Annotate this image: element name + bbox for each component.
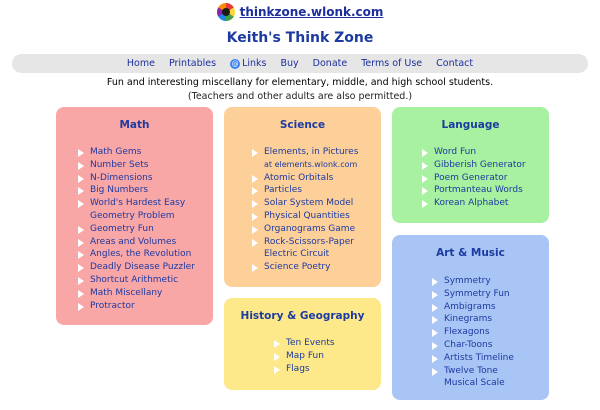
bullet-arrow-icon [252, 264, 258, 272]
link-item[interactable] [90, 210, 213, 223]
link-label: Solar System Model [264, 198, 354, 209]
bullet-arrow-icon [422, 162, 428, 170]
link-item[interactable] [264, 236, 381, 249]
language-panel [392, 107, 549, 223]
link-label: Musical Scale [444, 378, 505, 389]
language-link-list [434, 146, 549, 210]
nav-home[interactable]: Home [126, 58, 155, 69]
link-item[interactable] [264, 261, 381, 274]
link-item[interactable] [264, 146, 381, 159]
science-panel [224, 107, 381, 287]
bullet-arrow-icon [78, 277, 84, 285]
link-item[interactable] [444, 326, 549, 339]
link-item[interactable] [444, 288, 549, 301]
link-label: Flags [286, 363, 310, 374]
bullet-arrow-icon [78, 264, 84, 272]
link-item[interactable] [286, 363, 381, 376]
link-item[interactable] [434, 197, 549, 210]
bullet-arrow-icon [422, 200, 428, 208]
link-label: Char-Toons [444, 339, 493, 350]
link-item[interactable] [90, 197, 213, 210]
link-item[interactable] [90, 261, 213, 274]
bullet-arrow-icon [432, 316, 438, 324]
bullet-arrow-icon [252, 213, 258, 221]
intro-text: Fun and interesting miscellany for elementary, middle, and high school students. [106, 77, 494, 88]
link-label: Symmetry Fun [444, 288, 510, 299]
site-domain-link[interactable]: thinkzone.wlonk.com [239, 5, 384, 19]
link-label: Geometry Fun [90, 223, 154, 234]
link-label: Poem Generator [434, 172, 508, 183]
link-item[interactable] [286, 350, 381, 363]
site-header [0, 0, 600, 24]
link-label: Protractor [90, 300, 135, 311]
bullet-arrow-icon [252, 175, 258, 183]
link-label: Geometry Problem [90, 210, 175, 221]
intro-subtext: (Teachers and other adults are also permitted.) [187, 91, 413, 102]
science-link-list [264, 146, 381, 274]
link-item[interactable] [90, 184, 213, 197]
at-icon: @ [231, 59, 239, 68]
bullet-arrow-icon [78, 226, 84, 234]
link-label: Portmanteau Words [434, 185, 523, 196]
link-item[interactable] [434, 146, 549, 159]
bullet-arrow-icon [274, 340, 280, 348]
bullet-arrow-icon [78, 162, 84, 170]
bullet-arrow-icon [432, 355, 438, 363]
art-link-list [444, 275, 549, 390]
bullet-arrow-icon [422, 175, 428, 183]
link-label: Physical Quantities [264, 210, 350, 221]
bullet-arrow-icon [78, 290, 84, 298]
link-label: Word Fun [434, 147, 477, 157]
bullet-arrow-icon [252, 226, 258, 234]
link-item[interactable] [90, 274, 213, 287]
link-item[interactable] [90, 287, 213, 300]
link-item[interactable] [286, 337, 381, 350]
history-panel [224, 298, 381, 390]
link-label: Flexagons [444, 327, 490, 338]
link-item[interactable] [444, 301, 549, 314]
main-nav [12, 54, 588, 73]
link-label: Shortcut Arithmetic [90, 274, 179, 285]
language-panel-title[interactable]: Language [441, 119, 500, 131]
link-label: Ambigrams [444, 301, 496, 312]
link-label: Rock-Scissors-Paper [264, 236, 354, 247]
bullet-arrow-icon [78, 239, 84, 247]
science-panel-title[interactable]: Science [279, 119, 326, 131]
link-label: Big Numbers [90, 185, 149, 196]
link-label: at elements.wlonk.com [264, 159, 358, 169]
bullet-arrow-icon [274, 353, 280, 361]
link-item[interactable] [434, 159, 549, 172]
nav-donate[interactable]: Donate [312, 58, 348, 69]
art-music-panel [392, 235, 549, 400]
bullet-arrow-icon [78, 149, 84, 157]
bullet-arrow-icon [432, 291, 438, 299]
bullet-arrow-icon [252, 149, 258, 157]
link-label: Twelve Tone [444, 365, 498, 376]
link-item[interactable] [434, 172, 549, 185]
link-item[interactable] [444, 365, 549, 378]
link-label: Number Sets [90, 159, 149, 170]
bullet-arrow-icon [78, 251, 84, 259]
nav-printables[interactable]: Printables [168, 58, 217, 69]
bullet-arrow-icon [252, 187, 258, 195]
bullet-arrow-icon [422, 149, 428, 157]
history-link-list [286, 337, 381, 375]
link-item[interactable] [444, 313, 549, 326]
link-label: Organograms Game [264, 223, 356, 234]
link-item[interactable] [90, 248, 213, 261]
link-item[interactable] [90, 159, 213, 172]
link-item[interactable] [90, 236, 213, 249]
link-label: Math Miscellany [90, 287, 163, 298]
bullet-arrow-icon [432, 278, 438, 286]
link-label: Electric Circuit [264, 249, 330, 260]
bullet-arrow-icon [78, 200, 84, 208]
bullet-arrow-icon [78, 175, 84, 183]
nav-buy[interactable]: Buy [280, 58, 299, 69]
bullet-arrow-icon [252, 200, 258, 208]
site-logo-icon[interactable] [217, 3, 235, 21]
link-item[interactable] [264, 223, 381, 236]
link-item[interactable] [264, 184, 381, 197]
link-label: World's Hardest Easy [90, 198, 186, 209]
link-label: Elements, in Pictures [264, 147, 359, 157]
bullet-arrow-icon [78, 187, 84, 195]
bullet-arrow-icon [274, 366, 280, 374]
art-music-panel-title[interactable]: Art & Music [436, 247, 505, 259]
math-panel [56, 107, 213, 325]
nav-contact[interactable]: Contact [436, 58, 474, 69]
link-item[interactable] [264, 210, 381, 223]
link-item[interactable] [444, 377, 549, 390]
link-label: Artists Timeline [444, 352, 514, 363]
link-item[interactable] [264, 159, 381, 172]
bullet-arrow-icon [432, 304, 438, 312]
link-item[interactable] [90, 146, 213, 159]
link-item[interactable] [264, 248, 381, 261]
link-item[interactable] [434, 184, 549, 197]
link-label: Atomic Orbitals [264, 172, 334, 183]
link-item[interactable] [90, 172, 213, 185]
link-label: Gibberish Generator [434, 159, 526, 170]
link-label: Map Fun [286, 350, 324, 361]
page-title: Keith's Think Zone [226, 30, 374, 46]
link-item[interactable] [444, 275, 549, 288]
link-label: Korean Alphabet [434, 198, 509, 209]
link-label: Deadly Disease Puzzler [90, 262, 195, 273]
math-link-list [90, 146, 213, 312]
link-item[interactable] [90, 223, 213, 236]
bullet-arrow-icon [252, 239, 258, 247]
bullet-arrow-icon [78, 303, 84, 311]
link-item[interactable] [90, 300, 213, 313]
link-label: N-Dimensions [90, 172, 153, 183]
link-item[interactable] [264, 172, 381, 185]
link-item[interactable] [264, 197, 381, 210]
bullet-arrow-icon [422, 187, 428, 195]
link-label: Symmetry [444, 276, 491, 286]
link-label: Ten Events [286, 338, 335, 348]
link-label: Particles [264, 185, 302, 196]
bullet-arrow-icon [432, 368, 438, 376]
link-label: Angles, the Revolution [90, 249, 192, 260]
link-label: Areas and Volumes [90, 236, 177, 247]
nav-links[interactable] [230, 58, 266, 69]
link-label: Math Gems [90, 147, 142, 157]
link-item[interactable] [444, 339, 549, 352]
nav-terms-of-use[interactable]: Terms of Use [361, 58, 423, 69]
link-label: Kinegrams [444, 314, 493, 325]
link-item[interactable] [444, 352, 549, 365]
link-label: Science Poetry [264, 262, 331, 273]
bullet-arrow-icon [432, 329, 438, 337]
math-panel-title[interactable]: Math [119, 119, 150, 131]
nav-links-label: Links [242, 58, 267, 69]
bullet-arrow-icon [432, 342, 438, 350]
history-panel-title[interactable]: History & Geography [240, 310, 365, 322]
